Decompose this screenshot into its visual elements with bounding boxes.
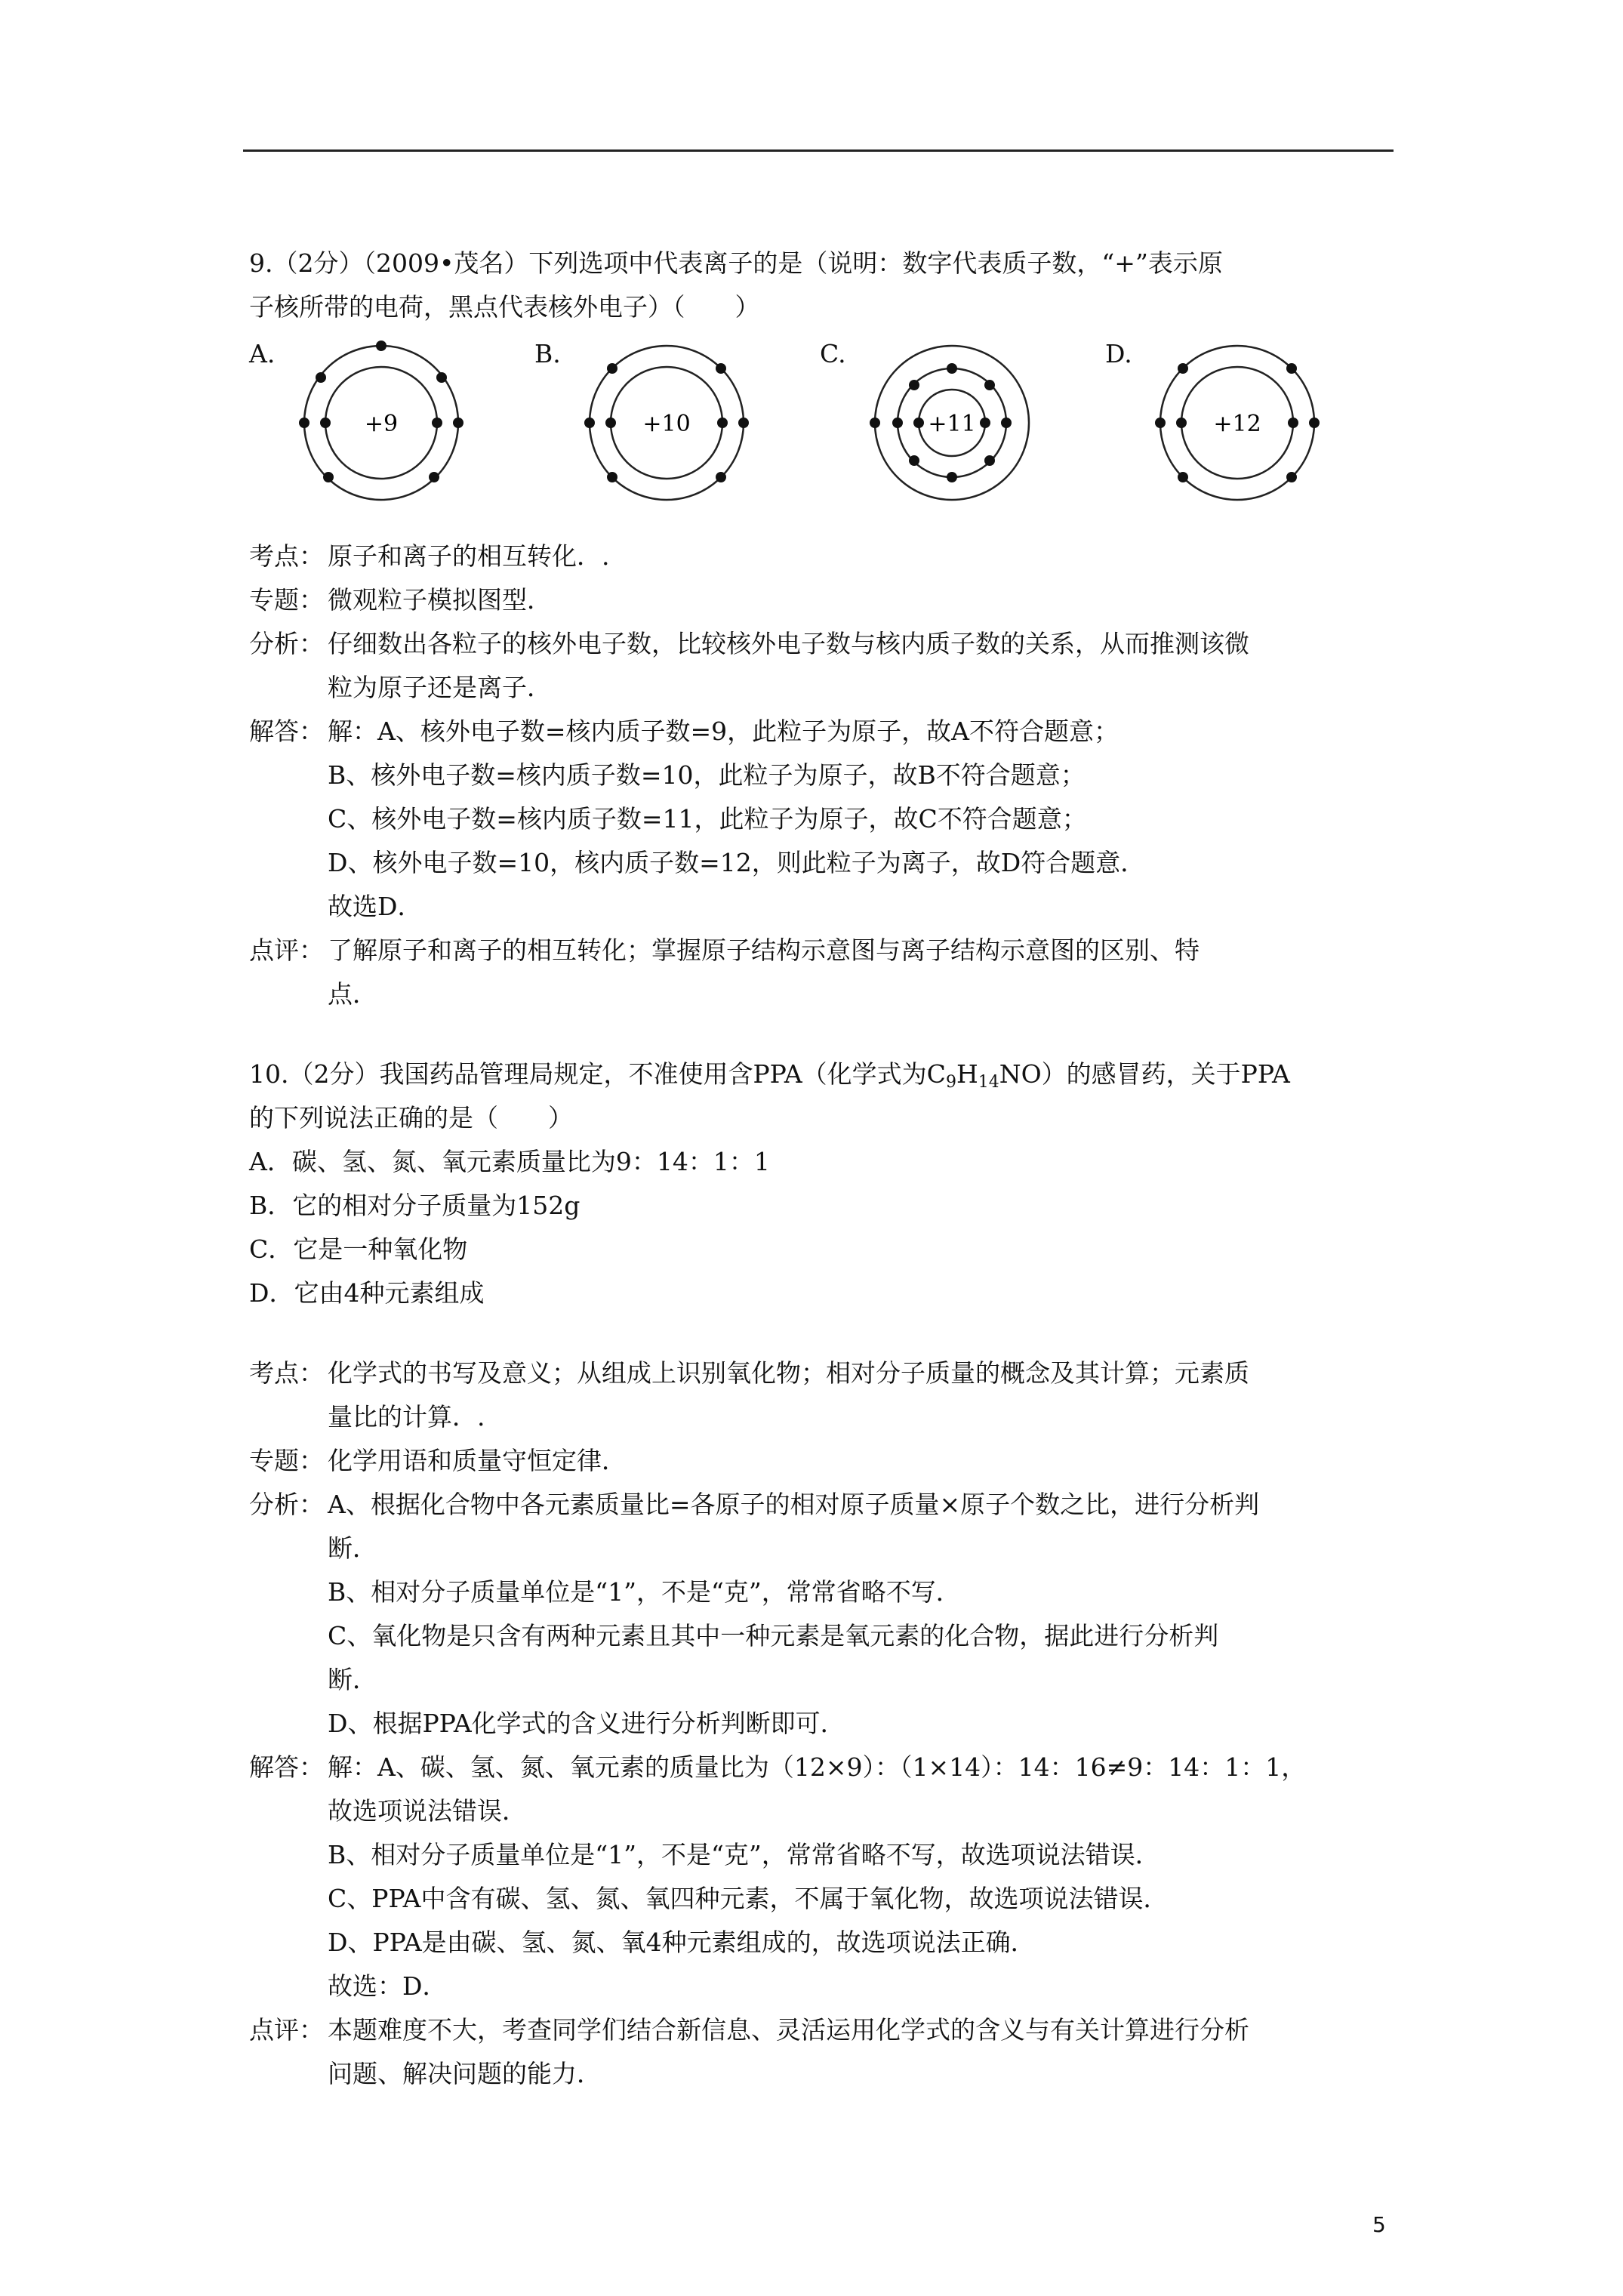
page-content (249, 242, 1404, 2096)
dianping-line: 问题、解决问题的能力． (328, 2059, 602, 2088)
q9-stem-line1: 9.（2分）（2009•茂名）下列选项中代表离子的是（说明：数字代表质子数，“+”表示原 (249, 248, 1223, 278)
fenxi-line: B、相对分子质量单位是“1”，不是“克”，常常省略不写． (328, 1577, 961, 1607)
option-label: A. (249, 339, 276, 368)
nucleus-charge: +12 (1213, 411, 1261, 437)
q10-kaodian (249, 1351, 1404, 1439)
dianping-line: 本题难度不大，考查同学们结合新信息、灵活运用化学式的含义与有关计算进行分析 (328, 2015, 1249, 2045)
q10-fenxi (249, 1483, 1404, 1746)
option-label: B. (534, 339, 561, 368)
zhuanti-text: 化学用语和质量守恒定律． (328, 1446, 627, 1475)
q9-option-d (1105, 332, 1392, 513)
option-label: C. (820, 339, 846, 368)
q9-option-c (820, 332, 1107, 513)
field-label: 点评： (249, 2015, 324, 2045)
fenxi-line: C、氧化物是只含有两种元素且其中一种元素是氧元素的化合物，据此进行分析判 (328, 1621, 1219, 1650)
page-number: 5 (1372, 2212, 1386, 2237)
jieda-line: 故选：D． (328, 1971, 448, 2001)
q9-fenxi (249, 622, 1404, 710)
field-label: 专题： (249, 585, 324, 615)
jieda-line: D、PPA是由碳、氢、氮、氧4种元素组成的，故选项说法正确． (328, 1928, 1036, 1957)
kaodian-line: 化学式的书写及意义；从组成上识别氧化物；相对分子质量的概念及其计算；元素质 (328, 1358, 1249, 1388)
q9-dianping (249, 929, 1404, 1016)
field-label: 考点： (249, 541, 324, 571)
jieda-line: B、核外电子数=核内质子数=10，此粒子为原子，故B不符合题意； (328, 760, 1086, 790)
zhuanti-text: 微观粒子模拟图型． (328, 585, 552, 615)
q9-jieda (249, 710, 1404, 929)
q10-jieda (249, 1746, 1404, 2008)
fenxi-line: A、根据化合物中各元素质量比=各原子的相对原子质量×原子个数之比，进行分析判 (328, 1490, 1260, 1519)
q9-stem-line2: 子核所带的电荷，黑点代表核外电子）（ ） (249, 292, 760, 322)
q10-dianping (249, 2008, 1404, 2096)
jieda-line: D、核外电子数=10，核内质子数=12，则此粒子为离子，故D符合题意． (328, 848, 1146, 877)
atom-diagram-c (861, 332, 1042, 513)
field-label: 解答： (249, 1752, 324, 1782)
q10-choice-d: D．它由4种元素组成 (249, 1278, 485, 1308)
atom-diagram-d (1147, 332, 1328, 513)
q10-stem-line2: 的下列说法正确的是（ ） (249, 1103, 573, 1133)
q10-stem-a: 10.（2分）我国药品管理局规定，不准使用含PPA（化学式为C (249, 1059, 946, 1089)
q10-zhuanti (249, 1439, 1404, 1483)
field-label: 分析： (249, 1490, 324, 1519)
q10-choice-a: A．碳、氢、氮、氧元素质量比为9：14：1：1 (249, 1147, 770, 1176)
jieda-line: 解：A、核外电子数=核内质子数=9，此粒子为原子，故A不符合题意； (328, 717, 1119, 746)
question-9 (249, 242, 1404, 1016)
nucleus-charge: +9 (364, 411, 399, 437)
jieda-line: 故选D． (328, 892, 423, 921)
q9-kaodian (249, 535, 1404, 578)
q10-choice-c: C．它是一种氧化物 (249, 1234, 468, 1264)
q9-option-b (534, 332, 821, 513)
subscript-9: 9 (945, 1073, 956, 1092)
atom-diagram-a (291, 332, 472, 513)
fenxi-line: 断． (328, 1665, 377, 1694)
fenxi-line: 仔细数出各粒子的核外电子数，比较核外电子数与核内质子数的关系，从而推测该微 (328, 629, 1249, 658)
header-rule (243, 149, 1394, 152)
atom-diagram-b (576, 332, 757, 513)
fenxi-line: 断． (328, 1533, 377, 1563)
q9-zhuanti (249, 578, 1404, 622)
jieda-line: B、相对分子质量单位是“1”，不是“克”，常常省略不写，故选项说法错误． (328, 1840, 1160, 1869)
jieda-line: C、核外电子数=核内质子数=11，此粒子为原子，故C不符合题意； (328, 804, 1087, 834)
field-label: 分析： (249, 629, 324, 658)
q10-stem-line1 (249, 1052, 1404, 1096)
nucleus-charge: +10 (642, 411, 691, 437)
dianping-line: 了解原子和离子的相互转化；掌握原子结构示意图与离子结构示意图的区别、特 (328, 935, 1200, 965)
field-label: 点评： (249, 935, 324, 965)
question-10 (249, 1052, 1404, 2096)
nucleus-charge: +11 (928, 411, 976, 437)
kaodian-line: 量比的计算．. (328, 1402, 485, 1432)
field-label: 解答： (249, 717, 324, 746)
q10-stem-h: H (956, 1059, 978, 1089)
q10-stem-b: NO）的感冒药，关于PPA (999, 1059, 1290, 1089)
jieda-line: 解：A、碳、氢、氮、氧元素的质量比为（12×9）：（1×14）：14：16≠9：14：1：1， (328, 1752, 1307, 1782)
fenxi-line: D、根据PPA化学式的含义进行分析判断即可． (328, 1709, 845, 1738)
q9-options (249, 332, 1404, 513)
field-label: 专题： (249, 1446, 324, 1475)
option-label: D. (1105, 339, 1132, 368)
q9-option-a (249, 332, 536, 513)
field-label: 考点： (249, 1358, 324, 1388)
fenxi-line: 粒为原子还是离子． (328, 673, 552, 702)
q10-choice-b: B．它的相对分子质量为152g (249, 1191, 581, 1220)
jieda-line: 故选项说法错误． (328, 1796, 527, 1826)
kaodian-text: 原子和离子的相互转化．. (328, 541, 610, 571)
dianping-line: 点． (328, 979, 377, 1009)
jieda-line: C、PPA中含有碳、氢、氮、氧四种元素，不属于氧化物，故选项说法错误． (328, 1884, 1169, 1913)
subscript-14: 14 (978, 1073, 999, 1092)
